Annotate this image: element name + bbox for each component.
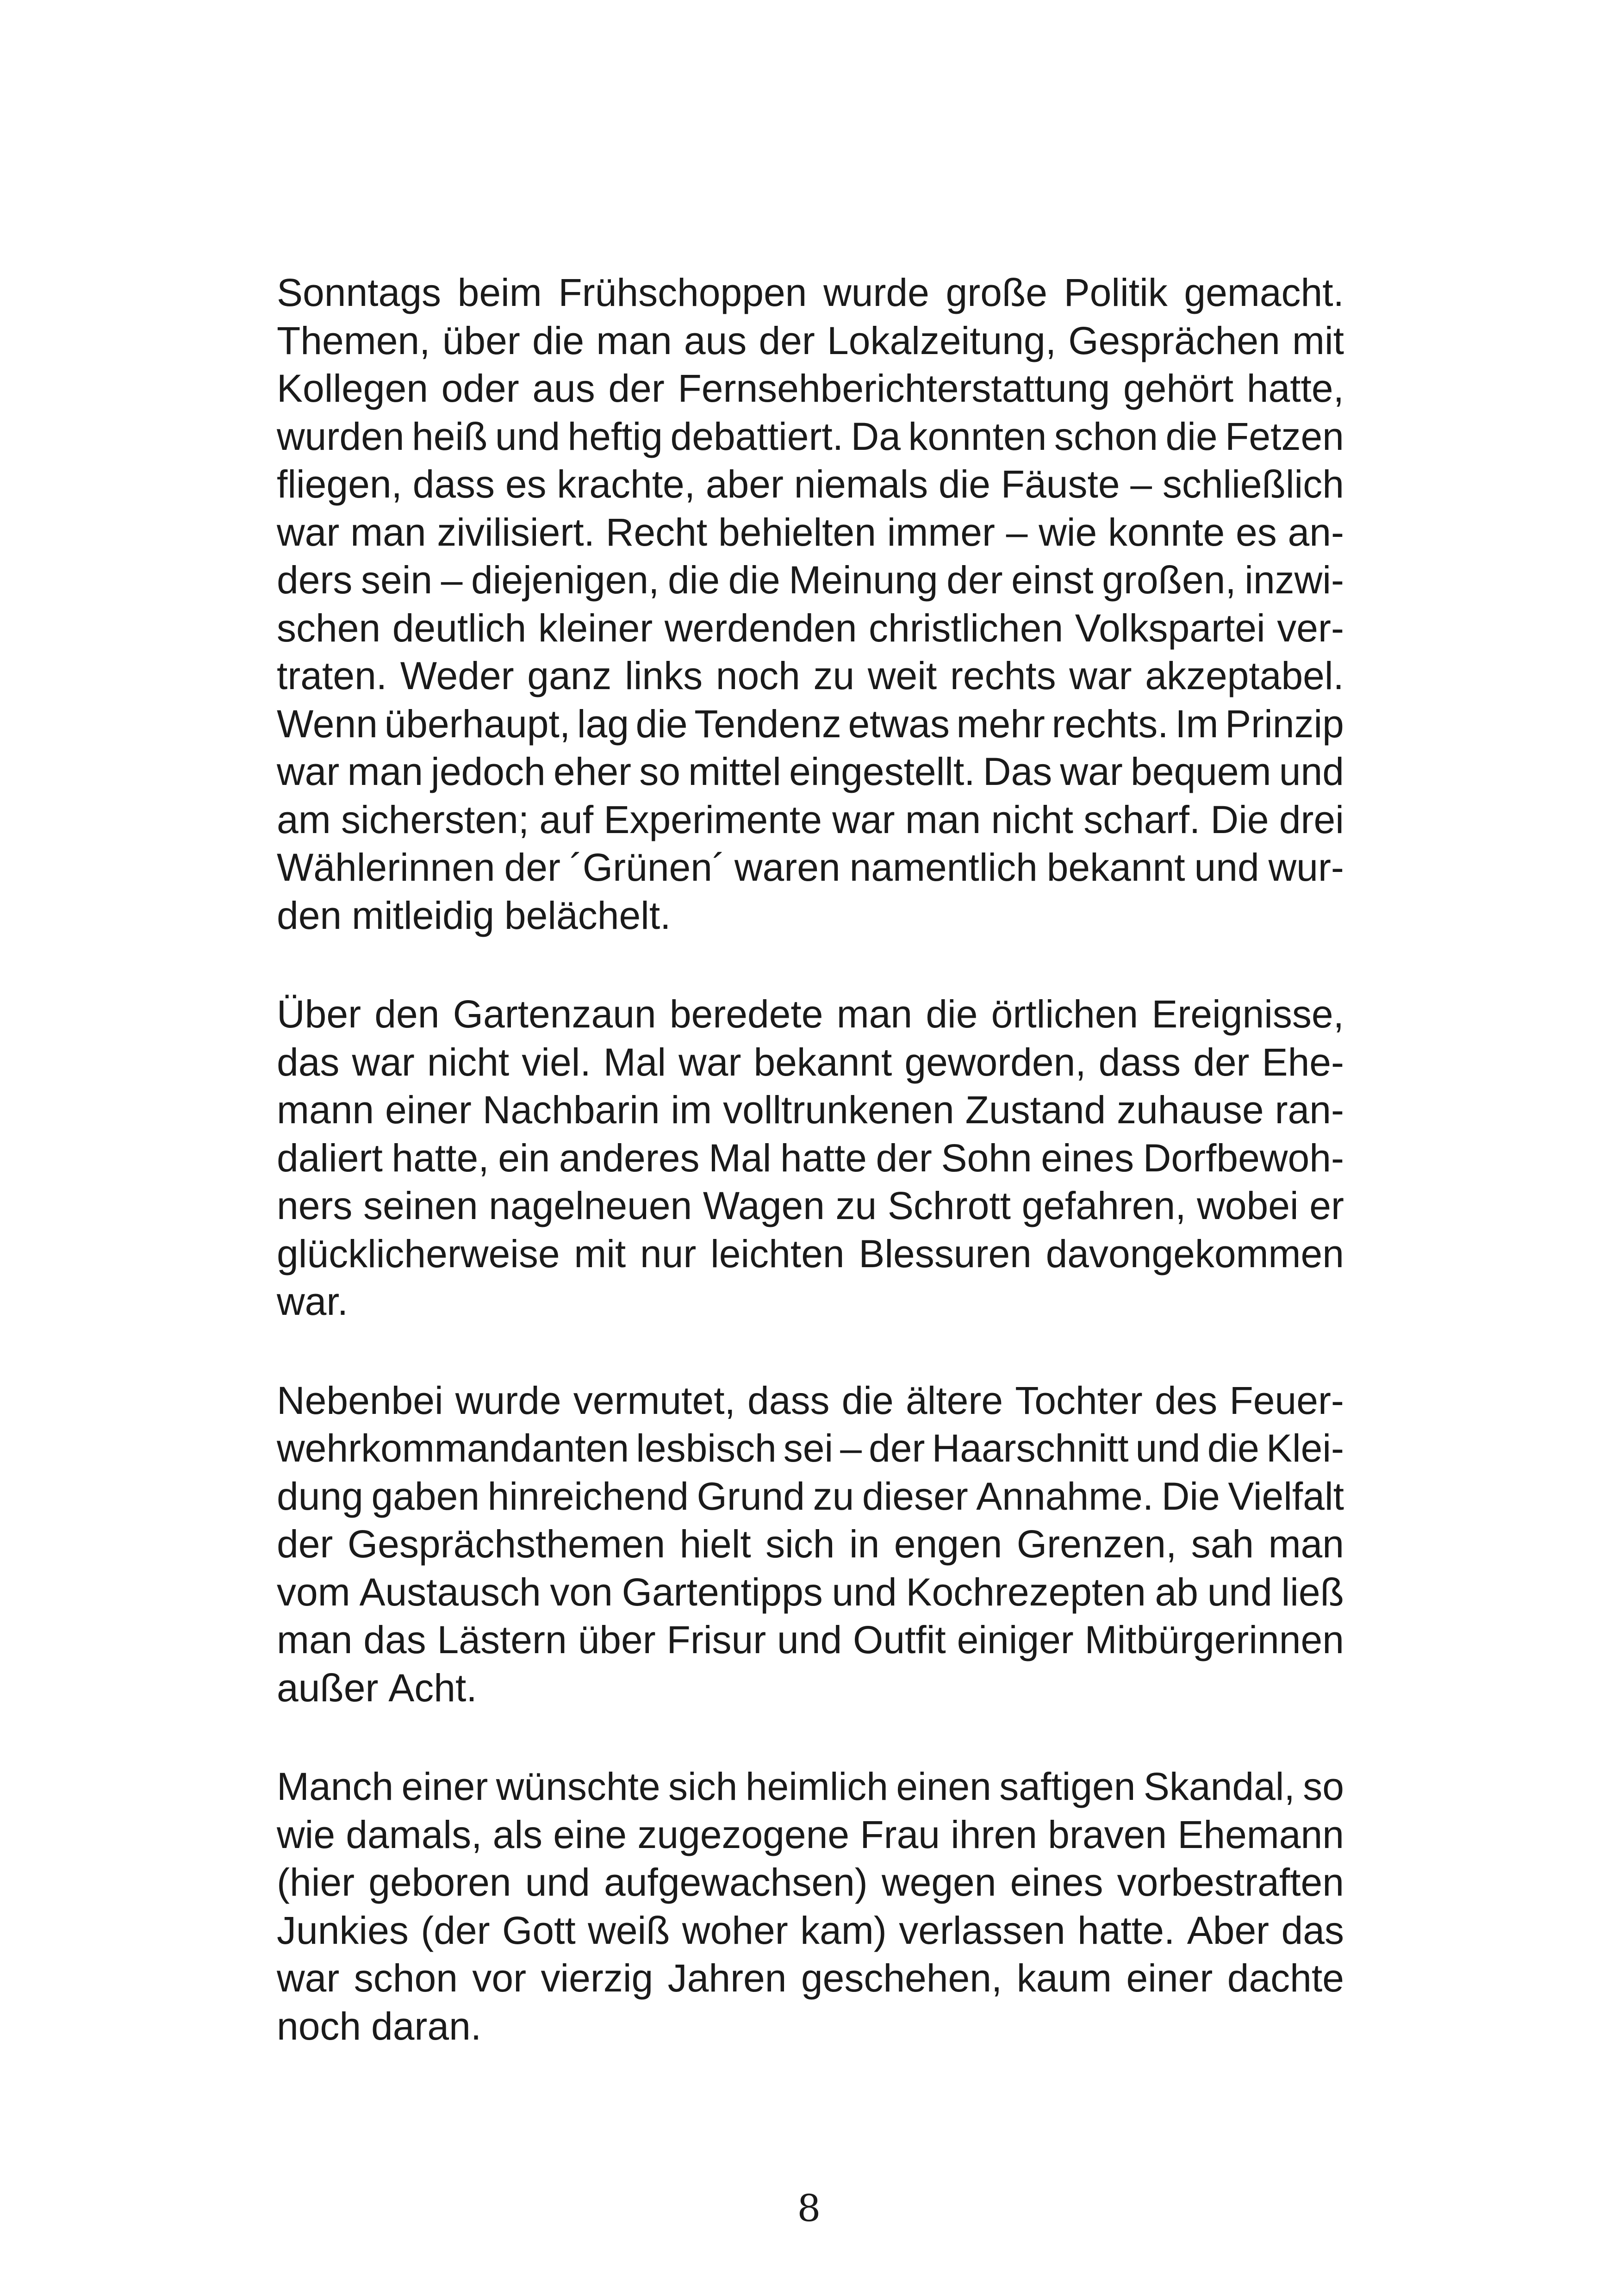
text-line: war man zivilisiert. Recht behielten immer – wie konnte es an- <box>277 510 1344 554</box>
text-line: (hier geboren und aufgewachsen) wegen eines vorbestraften <box>277 1860 1344 1904</box>
text-line: Über den Gartenzaun beredete man die örtlichen Ereignisse, <box>277 992 1344 1036</box>
text-line: war. <box>277 1280 348 1323</box>
text-line: außer Acht. <box>277 1666 477 1710</box>
text-line: Wählerinnen der ´Grünen´ waren namentlich bekannt und wur- <box>277 846 1344 889</box>
text-line: wie damals, als eine zugezogene Frau ihren braven Ehemann <box>277 1812 1344 1856</box>
text-line: man das Lästern über Frisur und Outfit einiger Mitbürgerinnen <box>277 1618 1344 1661</box>
text-line: ners seinen nagelneuen Wagen zu Schrott gefahren, wobei er <box>277 1184 1344 1227</box>
text-line: ders sein – diejenigen, die die Meinung der einst großen, inzwi- <box>277 558 1344 602</box>
paragraph <box>277 1377 1344 1712</box>
paragraph <box>277 269 1344 940</box>
text-line: traten. Weder ganz links noch zu weit rechts war akzeptabel. <box>277 654 1344 697</box>
body-text <box>277 269 1344 2101</box>
text-line: Kollegen oder aus der Fernsehberichterstattung gehört hatte, <box>277 367 1344 410</box>
text-line: dung gaben hinreichend Grund zu dieser Annahme. Die Vielfalt <box>277 1474 1344 1518</box>
text-line: war man jedoch eher so mittel eingestellt. Das war bequem und <box>277 750 1344 793</box>
text-line: den mitleidig belächelt. <box>277 893 671 937</box>
text-line: am sichersten; auf Experimente war man nicht scharf. Die drei <box>277 797 1344 841</box>
text-line: daliert hatte, ein anderes Mal hatte der Sohn eines Dorfbewoh- <box>277 1136 1344 1180</box>
text-line: Wenn überhaupt, lag die Tendenz etwas mehr rechts. Im Prinzip <box>277 702 1344 746</box>
text-line: wehrkommandanten lesbisch sei – der Haarschnitt und die Klei- <box>277 1426 1344 1470</box>
text-line: das war nicht viel. Mal war bekannt geworden, dass der Ehe- <box>277 1040 1344 1084</box>
text-line: noch daran. <box>277 2004 482 2048</box>
text-line: Junkies (der Gott weiß woher kam) verlassen hatte. Aber das <box>277 1908 1344 1952</box>
paragraph <box>277 1763 1344 2050</box>
page-number: 8 <box>797 2187 821 2230</box>
text-line: fliegen, dass es krachte, aber niemals die Fäuste – schließlich <box>277 462 1344 506</box>
text-line: Themen, über die man aus der Lokalzeitung, Gesprächen mit <box>277 318 1344 362</box>
paragraph <box>277 990 1344 1326</box>
text-line: wurden heiß und heftig debattiert. Da konnten schon die Fetzen <box>277 414 1344 458</box>
text-line: schen deutlich kleiner werdenden christlichen Volkspartei ver- <box>277 606 1344 650</box>
text-line: vom Austausch von Gartentipps und Kochrezepten ab und ließ <box>277 1570 1344 1614</box>
text-line: mann einer Nachbarin im volltrunkenen Zustand zuhause ran- <box>277 1088 1344 1132</box>
text-line: Nebenbei wurde vermutet, dass die ältere Tochter des Feuer- <box>277 1378 1344 1422</box>
text-line: war schon vor vierzig Jahren geschehen, kaum einer dachte <box>277 1956 1344 2000</box>
text-line: Manch einer wünschte sich heimlich einen saftigen Skandal, so <box>277 1765 1344 1808</box>
text-line: glücklicherweise mit nur leichten Blessuren davongekommen <box>277 1232 1344 1276</box>
text-line: Sonntags beim Frühschoppen wurde große Politik gemacht. <box>277 271 1344 314</box>
text-line: der Gesprächsthemen hielt sich in engen Grenzen, sah man <box>277 1522 1344 1566</box>
